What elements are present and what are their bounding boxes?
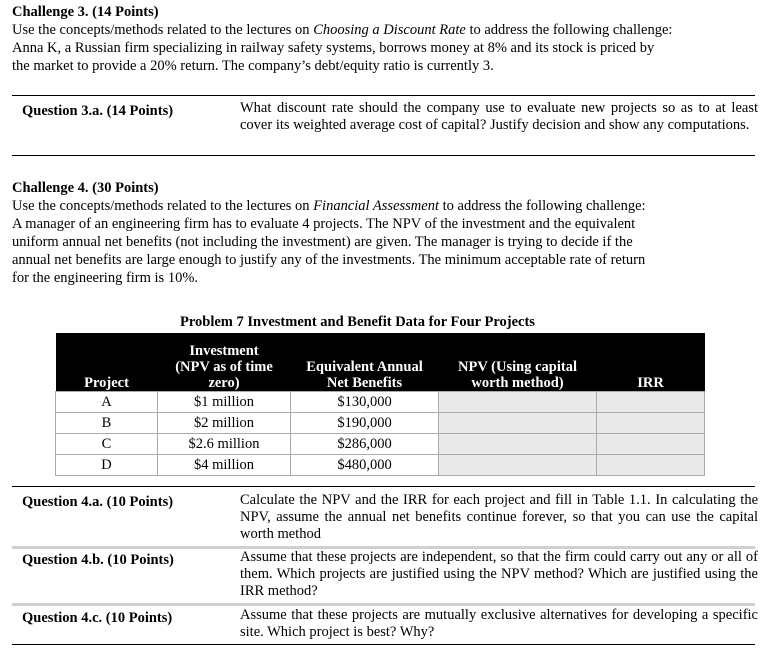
header-investment-line2: (NPV as of time bbox=[175, 359, 273, 375]
q4-bottom-rule bbox=[12, 644, 755, 645]
q4c-label: Question 4.c. (10 Points) bbox=[22, 610, 173, 626]
header-benefits-line2: Net Benefits bbox=[326, 375, 403, 391]
challenge3-intro-topic: Choosing a Discount Rate bbox=[313, 22, 466, 38]
table-row bbox=[56, 455, 705, 476]
challenge4-intro-prefix: Use the concepts/methods related to the lectures on bbox=[12, 198, 314, 214]
challenge4-title: Challenge 4. (30 Points) bbox=[12, 180, 159, 196]
q3a-label: Question 3.a. (14 Points) bbox=[22, 103, 174, 119]
header-project: Project bbox=[56, 333, 158, 392]
cell-npv-blank[interactable] bbox=[439, 413, 597, 434]
cell-irr-blank[interactable] bbox=[597, 392, 705, 413]
q4b-label: Question 4.b. (10 Points) bbox=[22, 552, 174, 568]
header-npv-line1: NPV (Using capital bbox=[458, 359, 577, 375]
header-benefits-line1: Equivalent Annual bbox=[306, 359, 423, 375]
challenge4-line4: annual net benefits are large enough to justify any of the investments. The minimum acceptable rate of return bbox=[12, 252, 646, 268]
header-benefits bbox=[291, 333, 439, 392]
header-irr: IRR bbox=[597, 333, 705, 392]
q4-top-rule bbox=[12, 486, 755, 487]
challenge3-intro-suffix: to address the following challenge: bbox=[465, 22, 673, 38]
header-investment-line1: Investment bbox=[189, 343, 259, 359]
cell-investment: $4 million bbox=[158, 455, 291, 476]
cell-project: C bbox=[56, 434, 158, 455]
challenge3-intro bbox=[12, 22, 672, 39]
challenge3-intro-prefix: Use the concepts/methods related to the lectures on bbox=[12, 22, 314, 38]
cell-benefits: $130,000 bbox=[291, 392, 439, 413]
cell-project: D bbox=[56, 455, 158, 476]
cell-npv-blank[interactable] bbox=[439, 392, 597, 413]
table-row bbox=[56, 392, 705, 413]
project-data-table bbox=[55, 333, 705, 476]
cell-npv-blank[interactable] bbox=[439, 434, 597, 455]
cell-benefits: $286,000 bbox=[291, 434, 439, 455]
cell-project: B bbox=[56, 413, 158, 434]
challenge3-line3: the market to provide a 20% return. The company’s debt/equity ratio is currently 3. bbox=[12, 58, 494, 74]
table-header-row bbox=[56, 333, 705, 392]
table-row bbox=[56, 413, 705, 434]
q4b-text: Assume that these projects are independent, so that the firm could carry out any or all of them. Which projects are justified using the NPV method? Which are justified using the IRR method? bbox=[240, 549, 758, 599]
q3a-text: What discount rate should the company use to evaluate new projects so as to at least cover its weighted average cost of capital? Justify decision and show any computations. bbox=[240, 100, 758, 133]
q4a-text: Calculate the NPV and the IRR for each project and fill in Table 1.1. In calculating the NPV, assume the annual net benefits continue forever, so that you can use the capital worth method bbox=[240, 492, 758, 542]
cell-benefits: $480,000 bbox=[291, 455, 439, 476]
challenge3-title: Challenge 3. (14 Points) bbox=[12, 4, 159, 20]
challenge4-line5: for the engineering firm is 10%. bbox=[12, 270, 199, 286]
cell-benefits: $190,000 bbox=[291, 413, 439, 434]
cell-investment: $2.6 million bbox=[158, 434, 291, 455]
header-npv bbox=[439, 333, 597, 392]
cell-project: A bbox=[56, 392, 158, 413]
q3a-top-rule bbox=[12, 95, 755, 96]
challenge4-line2: A manager of an engineering firm has to evaluate 4 projects. The NPV of the investment and the equivalent bbox=[12, 216, 636, 232]
cell-npv-blank[interactable] bbox=[439, 455, 597, 476]
table-row bbox=[56, 434, 705, 455]
cell-irr-blank[interactable] bbox=[597, 455, 705, 476]
header-investment bbox=[158, 333, 291, 392]
q4c-text: Assume that these projects are mutually exclusive alternatives for developing a specific site. Which project is best? Why? bbox=[240, 607, 758, 640]
challenge4-intro-suffix: to address the following challenge: bbox=[438, 198, 646, 214]
challenge4-intro bbox=[12, 198, 646, 215]
header-investment-line3: zero) bbox=[208, 375, 240, 391]
q4a-label: Question 4.a. (10 Points) bbox=[22, 494, 174, 510]
q4b-separator bbox=[12, 603, 755, 606]
cell-investment: $1 million bbox=[158, 392, 291, 413]
header-npv-line2: worth method) bbox=[471, 375, 564, 391]
challenge4-intro-topic: Financial Assessment bbox=[313, 198, 439, 214]
table-caption: Problem 7 Investment and Benefit Data for Four Projects bbox=[180, 314, 535, 330]
q3a-bottom-rule bbox=[12, 155, 755, 156]
challenge4-line3: uniform annual net benefits (not including the investment) are given. The manager is trying to decide if the bbox=[12, 234, 633, 250]
cell-irr-blank[interactable] bbox=[597, 434, 705, 455]
cell-irr-blank[interactable] bbox=[597, 413, 705, 434]
cell-investment: $2 million bbox=[158, 413, 291, 434]
challenge3-line2: Anna K, a Russian firm specializing in railway safety systems, borrows money at 8% and its stock is priced by bbox=[12, 40, 655, 56]
